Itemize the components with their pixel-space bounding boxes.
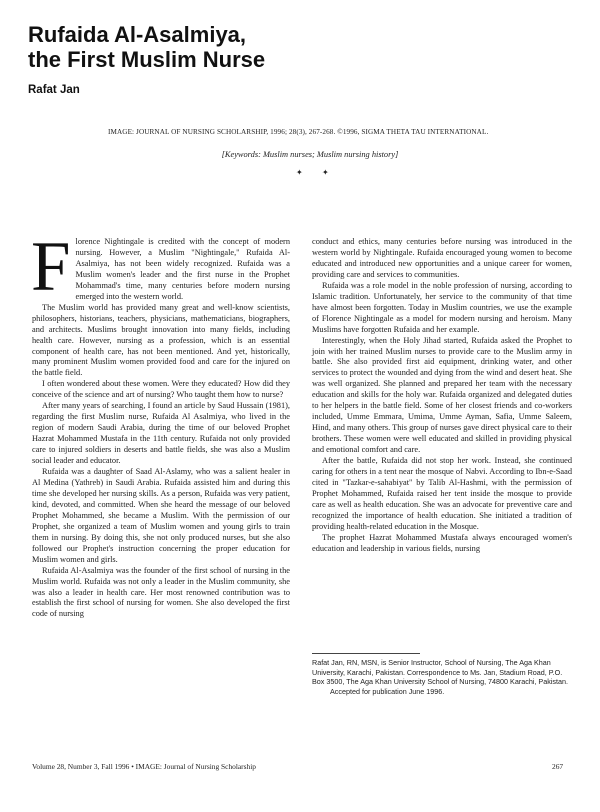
body-column-left [31,228,290,620]
ornament-mark: ✦ [296,168,303,177]
footnote-divider [312,653,420,654]
paragraph: I often wondered about these women. Were they educated? How did they conceive of the science and art of nursing? Who taught them how to nurse? [32,379,290,400]
paragraph: The Muslim world has provided many great and well-know scientists, philosophers, historians, teachers, physicians, mathematicians, biographers, and architects. Muslims brought innovation into many fields, including health care. However, nursing as a profession, which is an essential component of health care, has not been mentioned. And yet, historically, many prominent Muslim women provided food and care for the injured on the battle field. [32,302,290,378]
citation-line: IMAGE: JOURNAL OF NURSING SCHOLARSHIP, 1996; 28(3), 267-268. ©1996, SIGMA THETA TAU INTERNATIONAL. [108,128,489,136]
paragraph: The prophet Hazrat Mohammed Mustafa always encouraged women's education and leadership in various fields, nursing [312,532,572,553]
page-number: 267 [552,762,564,771]
title-line-1: Rufaida Al-Asalmiya, [28,22,247,47]
paragraph: Rufaida was a daughter of Saad Al-Aslamy, who was a salient healer in Al Medina (Yathreb) in Saudi Arabia. Rufaida assisted him and during this time she developed her nursing skills. As a person, Rufaida was very patient, kind, devoted, and committed. When she heard the message of our beloved Prophet Mohammed, she became a Muslim. With the permission of our Prophet, she organized a team of Muslim women and young girls to train them in nursing. By doing this, she not only produced nurses, but she also followed our Prophet's instruction concerning the proper education for Muslim women and girls. [32,467,290,564]
article-title [28,22,428,72]
author-name: Rafat Jan [28,84,80,96]
title-line-2: the First Muslim Nurse [28,47,266,72]
paragraph: After the battle, Rufaida did not stop her work. Instead, she continued caring for others in a tent near the mosque of Nabvi. According to Ibn-e-Saad cited in "Tazkar-e-sahabiyat" by Talib Al-Hashmi, with the permission of Prophet Mohammed, Rufaida raised her tent inside the mosque to provide care as well as health education. She was an advocate for preventive care and recognized the importance of health education. She initiated a tradition of providing health-related education in the Mosque. [312,456,572,531]
paragraph: After many years of searching, I found an article by Saud Hussain (1981), regarding the first Muslim nurse, Rufaida Al Asalmiya, who lived in the region of modern Saudi Arabia, during the time of our beloved Prophet Hazrat Mohammed Mustafa in the 11th century. Rufaida not only provided care to injured soldiers in deserts and battle fields, she was also a Muslim social leader and educator. [32,401,290,466]
ornament-mark: ✦ [322,168,329,177]
body-column-right [312,237,572,555]
paragraph: Interestingly, when the Holy Jihad started, Rufaida asked the Prophet to join with her trained Muslim nurses to provide care to the Muslim army in battle. She also provided first aid equipment, drinking water, and other services to protect the wounded and dying from the wind and desert heat. She was well organized. She planned and prepared her team with the necessary education and skills for the holy war. Rufaida organized and delegated duties to her helpers in the battle field. Some of her closest friends and co-workers included, Umme Emmara, Umima, Umme Ayman, Safia, Umme Saleem, Hind, and many others. This group of nurses gave direct physical care to their brothers. These women were well educated and skilled in providing physical and emotional comfort and care. [312,335,572,455]
paragraph: Rufaida was a role model in the noble profession of nursing, according to Islamic tradition. Unfortunately, her service to the community of that time have almost been forgotten. Today in Muslim countries, we use the example of Florence Nightingale as a model for modern nursing and heroism. Many Muslims have forgotten Rufaida and her example. [312,280,572,334]
paragraph: conduct and ethics, many centuries before nursing was introduced in the western world by Nightingale. Rufaida encouraged young women to become educated and introduced new opportunities and a unique career for women, providing care and services to communities. [312,237,572,279]
paragraph [31,228,290,306]
accepted-date: Accepted for publication June 1996. [330,686,445,696]
paragraph: Rufaida Al-Asalmiya was the founder of the first school of nursing in the Muslim world. Rufaida was not only a leader in the Muslim community, she was also a leader in health care. Her most renowned contribution was to establish the first school of nursing for women. She also developed the first code of nursing [32,565,290,619]
paragraph-text: lorence Nightingale is credited with the concept of modern nursing. However, a Muslim "Nightingale," Rufaida Al-Asalmiya, has not been widely recognized. Rufaida was a Muslim women's leader and the first nurse in the Prophet Mohammad's time, many centuries before modern nursing emerged into the western world. [75,237,290,301]
drop-cap: F [31,228,71,306]
author-note [312,658,572,696]
author-note-text: Rafat Jan, RN, MSN, is Senior Instructor, School of Nursing, The Aga Khan University, Karachi, Pakistan. Correspondence to Ms. Jan, Stadium Road, P.O. Box 3500, The Aga Khan University School of Nursing, 74800 Karachi, Pakistan. [312,658,568,687]
journal-footer: Volume 28, Number 3, Fall 1996 • IMAGE: Journal of Nursing Scholarship [32,762,256,771]
keywords-line: [Keywords: Muslim nurses; Muslim nursing history] [221,150,399,159]
